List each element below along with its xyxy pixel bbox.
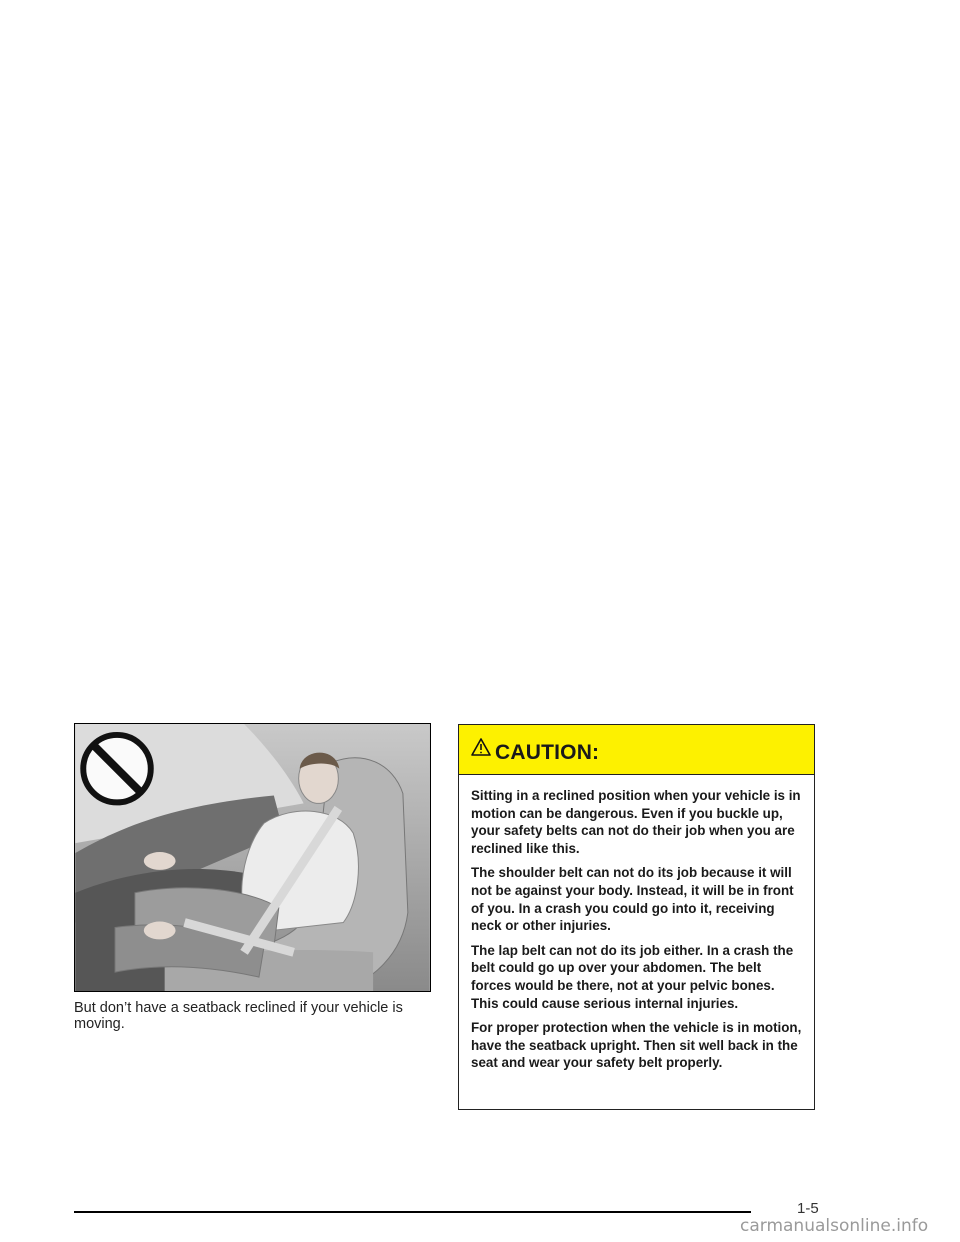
caution-box — [458, 724, 815, 1110]
caution-paragraph: The lap belt can not do its job either. In a crash the belt could go up over your abdomen. The belt forces would be there, not at your pelvic bones. This could cause serious internal injuries. — [471, 942, 794, 1011]
caution-paragraph: For proper protection when the vehicle is in motion, have the seatback upright. Then sit well back in the seat and wear your safety belt properly. — [471, 1020, 802, 1071]
warning-triangle-icon — [471, 737, 491, 757]
caution-header — [459, 725, 814, 775]
reclined-seat-illustration — [74, 723, 431, 992]
caution-paragraph: The shoulder belt can not do its job because it will not be against your body. Instead, it will be in front of you. In a crash you could go into it, receiving neck or other injuries. — [471, 865, 794, 934]
site-watermark: carmanualsonline.info — [740, 1216, 929, 1236]
figure-caption: But don’t have a seatback reclined if your vehicle is moving. — [74, 1000, 403, 1032]
prohibition-icon — [83, 735, 150, 802]
page-number: 1-5 — [797, 1200, 819, 1217]
caution-body — [459, 775, 814, 1072]
illustration-drawing — [75, 724, 430, 991]
caution-title: CAUTION: — [495, 740, 600, 764]
caution-paragraph: Sitting in a reclined position when your vehicle is in motion can be dangerous. Even if you buckle up, your safety belts can not do their job when you are reclined like this. — [471, 788, 801, 856]
footer-rule — [74, 1211, 751, 1213]
